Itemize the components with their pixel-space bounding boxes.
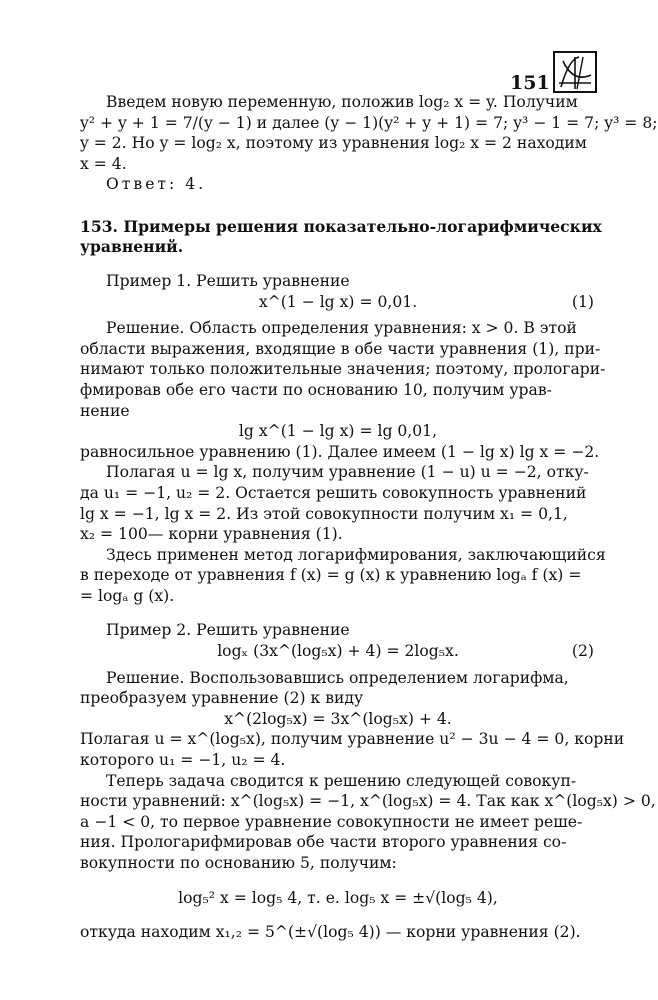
- paragraph-line: Решение. Воспользовавшись определением логарифма,: [106, 668, 569, 687]
- equation-number: (2): [571, 642, 594, 661]
- paragraph-line: = logₐ g (x).: [80, 586, 175, 605]
- paragraph-line: откуда находим x₁,₂ = 5^(±√(log₅ 4)) — корни уравнения (2).: [80, 923, 581, 942]
- equation: [80, 292, 596, 313]
- paragraph-line: Полагая u = lg x, получим уравнение (1 − u) u = −2, отку-: [106, 463, 589, 482]
- paragraph-line: фмировав обе его части по основанию 10, получим урав-: [80, 380, 552, 399]
- paragraph-line: в переходе от уравнения f (x) = g (x) к уравнению logₐ f (x) =: [80, 566, 582, 585]
- paragraph-line: Решение. Область определения уравнения: x > 0. В этой: [106, 319, 577, 338]
- equation: log₅² x = log₅ 4, т. е. log₅ x = ±√(log₅ 4),: [178, 888, 498, 907]
- page-text: [80, 92, 658, 943]
- answer-line: Ответ: 4.: [106, 175, 207, 194]
- graph-curves-logo-icon: [553, 51, 597, 93]
- paragraph-line: которого u₁ = −1, u₂ = 4.: [80, 751, 286, 770]
- equation-number: (1): [571, 292, 594, 311]
- paragraph-line: Полагая u = x^(log₅x), получим уравнение u² − 3u − 4 = 0, корни: [80, 730, 625, 749]
- paragraph-line: y² + y + 1 = 7/(y − 1) и далее (y − 1)(y² + y + 1) = 7; y³ − 1 = 7; y³ = 8;: [80, 113, 658, 132]
- equation: lg x^(1 − lg x) = lg 0,01,: [238, 422, 438, 441]
- paragraph-line: ности уравнений: x^(log₅x) = −1, x^(log₅x) = 4. Так как x^(log₅x) > 0,: [80, 792, 656, 811]
- paragraph-line: ния. Прологарифмировав обе части второго уравнения со-: [80, 833, 567, 852]
- paragraph-line: нение: [80, 401, 130, 420]
- paragraph-line: а −1 < 0, то первое уравнение совокупности не имеет реше-: [80, 812, 583, 831]
- equation: x^(2log₅x) = 3x^(log₅x) + 4.: [224, 709, 452, 728]
- section-heading: 153. Примеры решения показательно-логарифмических: [80, 216, 602, 236]
- paragraph-line: x₂ = 100— корни уравнения (1).: [80, 525, 343, 544]
- example-title: Пример 1. Решить уравнение: [106, 271, 350, 290]
- paragraph-line: Здесь применен метод логарифмирования, заключающийся: [106, 545, 606, 564]
- page-header: [0, 48, 648, 92]
- section-heading: уравнений.: [80, 236, 184, 256]
- paragraph-line: y = 2. Но y = log₂ x, поэтому из уравнения log₂ x = 2 находим: [80, 134, 587, 153]
- paragraph-line: вокупности по основанию 5, получим:: [80, 854, 397, 872]
- paragraph-line: области выражения, входящие в обе части уравнения (1), при-: [80, 339, 601, 358]
- equation-text: logₓ (3x^(log₅x) + 4) = 2log₅x.: [217, 642, 459, 661]
- paragraph-line: равносильное уравнению (1). Далее имеем (1 − lg x) lg x = −2.: [80, 442, 600, 461]
- paragraph-line: lg x = −1, lg x = 2. Из этой совокупности получим x₁ = 0,1,: [80, 504, 568, 523]
- equation-text: x^(1 − lg x) = 0,01.: [258, 292, 418, 311]
- paragraph-line: нимают только положительные значения; поэтому, прологари-: [80, 360, 606, 379]
- page-number: 151: [510, 72, 550, 94]
- paragraph-line: x = 4.: [80, 154, 127, 173]
- paragraph-line: преобразуем уравнение (2) к виду: [80, 689, 364, 708]
- paragraph-line: Введем новую переменную, положив log₂ x = y. Получим: [106, 93, 578, 111]
- equation: [80, 641, 596, 662]
- paragraph-line: да u₁ = −1, u₂ = 2. Остается решить совокупность уравнений: [80, 483, 587, 502]
- example-title: Пример 2. Решить уравнение: [106, 621, 350, 640]
- paragraph-line: Теперь задача сводится к решению следующей совокуп-: [106, 771, 577, 790]
